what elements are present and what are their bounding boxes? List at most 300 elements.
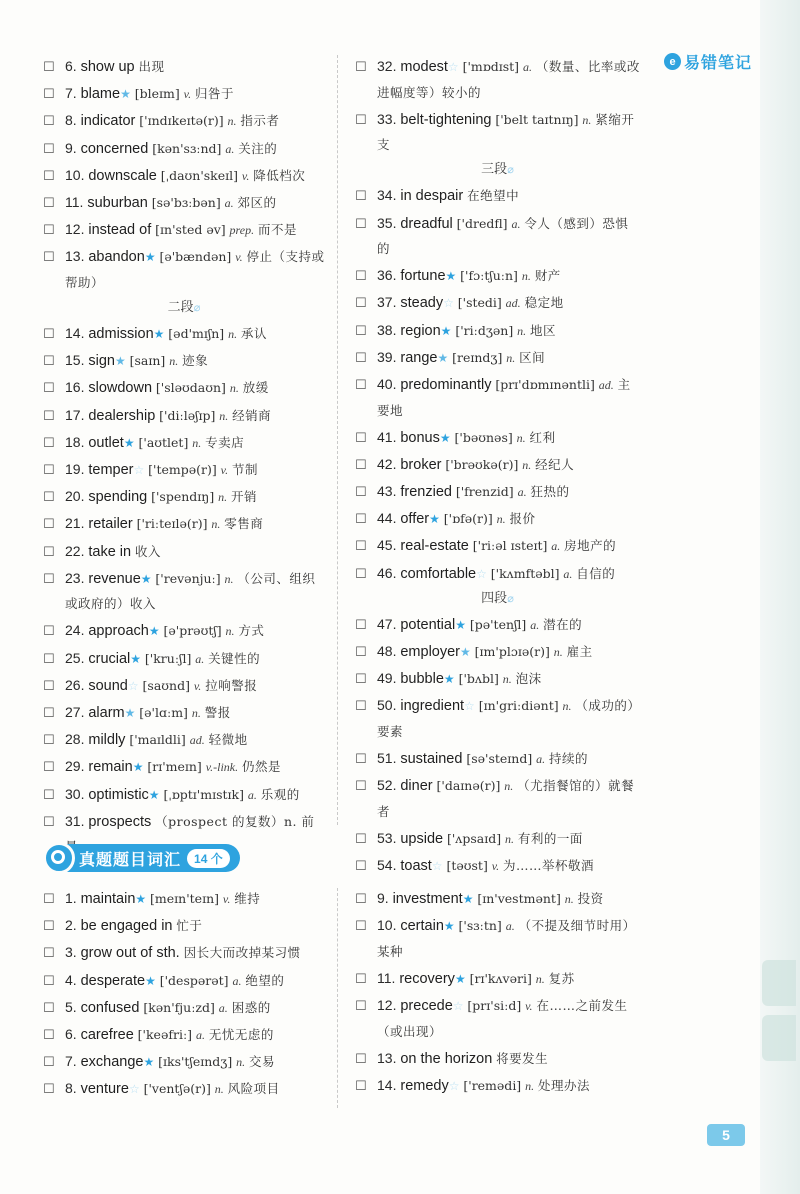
entry-number: 54.	[377, 857, 397, 874]
entry-word: temper	[88, 461, 134, 478]
entry-phonetic: [təʊst]	[446, 858, 488, 874]
entry-definition: 地区	[530, 322, 557, 338]
brand-text: 易错笔记	[684, 55, 753, 72]
importance-star-icon: ★	[120, 87, 131, 102]
entry-part-of-speech: n.	[219, 408, 229, 423]
entry-part-of-speech: ad.	[505, 296, 521, 311]
entry-checkbox[interactable]: ☐	[43, 326, 55, 341]
entry-checkbox[interactable]: ☐	[355, 918, 367, 934]
entry-definition: 方式	[238, 623, 265, 639]
entry-phonetic: [rɪ'meɪn]	[147, 759, 202, 775]
importance-star-icon: ★	[123, 435, 135, 450]
entry-definition: 有利的一面	[517, 830, 583, 846]
importance-star-icon: ☆	[443, 296, 454, 311]
entry-definition: 将要发生	[496, 1050, 549, 1066]
entry-phonetic: [ə'prəʊtʃ]	[163, 623, 222, 639]
entry-definition: （不提及细节时用）某种	[377, 918, 636, 959]
entry-checkbox[interactable]: ☐	[43, 704, 55, 720]
entry-word: mildly	[88, 732, 126, 749]
entry-part-of-speech: n.	[218, 490, 228, 505]
entry-checkbox[interactable]: ☐	[43, 972, 55, 988]
banner-bar	[57, 844, 240, 872]
entry-checkbox[interactable]: ☐	[43, 59, 55, 74]
entry-word: admission	[88, 326, 154, 342]
entry-number: 51.	[377, 750, 397, 767]
importance-star-icon: ★	[132, 760, 144, 775]
entry-word: predominantly	[400, 377, 492, 393]
entry-checkbox[interactable]: ☐	[43, 891, 55, 906]
vocab-entry	[355, 211, 640, 262]
entry-number: 14.	[377, 1076, 397, 1093]
entry-number: 16.	[65, 379, 85, 396]
entry-definition: 开销	[231, 489, 258, 505]
entry-checkbox[interactable]: ☐	[355, 998, 367, 1014]
vocab-entry	[43, 430, 325, 456]
entry-part-of-speech: ad.	[189, 733, 205, 748]
importance-star-icon: ☆	[128, 1082, 140, 1097]
entry-number: 17.	[65, 406, 85, 423]
entry-part-of-speech: a.	[505, 919, 515, 934]
entry-checkbox[interactable]: ☐	[355, 778, 367, 794]
importance-star-icon: ★	[135, 892, 147, 906]
section-mark-icon: ⌀	[507, 591, 514, 605]
vocab-entry	[43, 1049, 325, 1075]
entry-checkbox[interactable]: ☐	[355, 268, 367, 284]
importance-star-icon: ★	[148, 787, 160, 802]
entry-definition: 经销商	[232, 407, 272, 423]
entry-number: 18.	[65, 433, 85, 450]
entry-number: 31.	[65, 812, 85, 829]
entry-checkbox[interactable]: ☐	[43, 999, 55, 1015]
entry-phonetic: [saʊnd]	[142, 677, 190, 693]
entry-definition: 节制	[231, 461, 258, 477]
vocab-entry	[43, 484, 325, 510]
entry-checkbox[interactable]: ☐	[355, 322, 367, 338]
entry-part-of-speech: n.	[225, 624, 235, 639]
entry-checkbox[interactable]: ☐	[355, 698, 367, 714]
entry-phonetic: [meɪn'teɪn]	[150, 891, 220, 906]
entry-definition: 收入	[134, 543, 161, 559]
entry-checkbox[interactable]: ☐	[43, 222, 55, 238]
entry-checkbox[interactable]: ☐	[355, 644, 367, 659]
vocab-entry	[355, 107, 640, 158]
entry-part-of-speech: v.	[241, 168, 250, 183]
entry-number: 48.	[377, 643, 397, 659]
entry-phonetic: [ə'lɑːm]	[139, 704, 188, 720]
entry-phonetic: [kən'sɜːnd]	[152, 140, 222, 156]
importance-star-icon: ☆	[452, 999, 464, 1014]
entry-phonetic: ['bəʊnəs]	[454, 429, 513, 445]
entry-number: 53.	[377, 829, 397, 846]
entry-definition: 红利	[529, 429, 556, 445]
entry-number: 11.	[377, 969, 396, 986]
entry-phonetic: [əd'mɪʃn]	[168, 326, 225, 341]
entry-word: instead of	[88, 222, 152, 239]
vocab-entry	[43, 727, 325, 753]
section-header-text: 四段	[481, 590, 508, 606]
vocab-entry	[355, 452, 640, 478]
vocab-entry	[43, 403, 325, 429]
entry-definition: 交易	[249, 1054, 276, 1070]
vocab-column-left	[43, 54, 325, 861]
entry-number: 29.	[65, 758, 85, 775]
vocab-entry	[43, 968, 325, 994]
entry-checkbox[interactable]: ☐	[43, 113, 55, 129]
entry-word: slowdown	[88, 380, 153, 397]
entry-definition: 因长大而改掉某习惯	[183, 945, 301, 961]
page-edge-tab	[762, 1015, 796, 1061]
entry-definition: 拉响警报	[205, 677, 258, 693]
entry-checkbox[interactable]: ☐	[355, 295, 367, 311]
vocab-entry	[43, 886, 325, 912]
entry-word: abandon	[88, 249, 145, 266]
entry-checkbox[interactable]: ☐	[43, 677, 55, 693]
importance-star-icon: ★	[153, 327, 165, 341]
vocab-entry	[355, 479, 640, 505]
entry-word: dreadful	[400, 215, 453, 232]
importance-star-icon: ★	[443, 919, 455, 934]
entry-number: 42.	[377, 455, 397, 472]
entry-checkbox[interactable]: ☐	[43, 461, 55, 477]
entry-checkbox[interactable]: ☐	[355, 858, 367, 874]
entry-phonetic: ['keəfriː]	[137, 1026, 193, 1042]
entry-checkbox[interactable]: ☐	[355, 970, 367, 986]
entry-phonetic: ['fɔːtʃuːn]	[460, 268, 518, 284]
entry-part-of-speech: v.	[235, 250, 243, 265]
entry-number: 20.	[65, 488, 85, 505]
vocab-entry	[43, 673, 325, 699]
entry-word: frenzied	[400, 484, 452, 501]
entry-number: 12.	[377, 997, 397, 1014]
importance-star-icon: ★	[148, 624, 160, 639]
entry-checkbox[interactable]: ☐	[355, 349, 367, 365]
entry-word: crucial	[88, 650, 131, 667]
importance-star-icon: ★	[462, 892, 474, 906]
entry-phonetic: [ɪn'sted əv]	[155, 222, 226, 238]
entry-number: 7.	[65, 85, 77, 102]
entry-number: 28.	[65, 731, 85, 748]
entry-checkbox[interactable]: ☐	[355, 1077, 367, 1093]
entry-part-of-speech: a.	[247, 787, 257, 802]
entry-number: 43.	[377, 483, 397, 500]
banner-title: 真题题目词汇	[79, 851, 182, 869]
entry-part-of-speech: n.	[214, 1082, 224, 1097]
entry-phonetic: ['riːteɪlə(r)]	[136, 516, 208, 532]
entry-number: 3.	[65, 944, 77, 961]
vocab-entry	[43, 244, 325, 295]
vocab-entry	[43, 54, 325, 80]
entry-checkbox[interactable]: ☐	[355, 377, 367, 392]
entry-phonetic: [ˌdaʊn'skeɪl]	[160, 167, 239, 183]
entry-definition: 困惑的	[231, 999, 271, 1015]
entry-phonetic: [bleɪm]	[134, 86, 180, 102]
entry-part-of-speech: v.	[220, 462, 229, 477]
vocab-entry	[355, 612, 640, 638]
vocab-entry	[43, 136, 325, 162]
vocab-entry	[43, 457, 325, 483]
entry-definition: 报价	[509, 511, 536, 527]
entry-part-of-speech: a.	[195, 651, 205, 666]
importance-star-icon: ★	[429, 512, 440, 527]
entry-definition: 仍然是	[242, 759, 282, 775]
entry-part-of-speech: n.	[496, 512, 506, 527]
entry-definition: 在绝望中	[467, 188, 520, 204]
vocab-entry	[355, 54, 640, 105]
entry-number: 39.	[377, 348, 397, 365]
vocab-entry	[355, 345, 640, 371]
entry-part-of-speech: ad.	[598, 378, 614, 392]
entry-word: diner	[400, 778, 433, 795]
entry-word: carefree	[80, 1026, 134, 1043]
entry-number: 7.	[65, 1053, 77, 1070]
entry-word: sound	[88, 677, 128, 694]
entry-part-of-speech: n.	[502, 672, 512, 687]
entry-checkbox[interactable]: ☐	[43, 732, 55, 748]
entry-word: comfortable	[400, 565, 477, 582]
section-header-text: 二段	[167, 300, 194, 315]
entry-definition: 财产	[534, 268, 561, 284]
entry-checkbox[interactable]: ☐	[355, 751, 367, 767]
entry-checkbox[interactable]: ☐	[355, 456, 367, 472]
entry-phonetic: [ɪn'vestmənt]	[477, 891, 561, 906]
column-divider	[337, 888, 338, 1108]
vocab-entry	[43, 566, 325, 617]
entry-word: grow out of sth.	[80, 945, 180, 962]
entry-checkbox[interactable]: ☐	[355, 484, 367, 500]
entry-number: 12.	[65, 221, 85, 238]
entry-phonetic: [saɪn]	[129, 353, 166, 369]
entry-part-of-speech: a.	[551, 539, 561, 554]
entry-definition: 出现	[138, 59, 165, 74]
entry-checkbox[interactable]: ☐	[355, 538, 367, 554]
entry-number: 40.	[377, 376, 397, 392]
vocab-entry	[43, 81, 325, 107]
entry-phonetic: [rɪ'kʌvəri]	[469, 970, 532, 986]
entry-checkbox[interactable]: ☐	[355, 429, 367, 445]
vocab-entry	[355, 993, 640, 1044]
entry-checkbox[interactable]: ☐	[355, 830, 367, 846]
entry-word: concerned	[80, 140, 149, 157]
entry-checkbox[interactable]: ☐	[43, 407, 55, 423]
entry-checkbox[interactable]: ☐	[355, 565, 367, 581]
entry-checkbox[interactable]: ☐	[43, 1054, 55, 1070]
entry-checkbox[interactable]: ☐	[355, 671, 367, 687]
entry-part-of-speech: n.	[192, 435, 202, 450]
entry-part-of-speech: n.	[229, 381, 239, 396]
entry-part-of-speech: prep.	[229, 223, 255, 238]
entry-part-of-speech: n.	[522, 457, 532, 472]
entry-part-of-speech: a.	[224, 195, 234, 210]
entry-word: remedy	[400, 1077, 449, 1094]
entry-word: maintain	[80, 891, 136, 907]
entry-definition: 指示者	[240, 113, 280, 129]
entry-word: desperate	[80, 972, 146, 989]
vocab-entry	[355, 773, 640, 824]
entry-number: 8.	[65, 112, 77, 129]
vocab-entry	[355, 425, 640, 451]
importance-star-icon: ★	[145, 973, 156, 988]
entry-definition: 轻微地	[208, 732, 248, 748]
entry-checkbox[interactable]: ☐	[43, 570, 55, 586]
entry-part-of-speech: n.	[521, 269, 531, 284]
entry-number: 26.	[65, 676, 85, 693]
entry-part-of-speech: n.	[582, 112, 592, 127]
entry-definition: 投资	[577, 891, 604, 906]
entry-definition: 泡沫	[515, 671, 542, 687]
entry-part-of-speech: v.	[193, 678, 202, 693]
entry-checkbox[interactable]: ☐	[43, 434, 55, 450]
entry-definition: （prospect 的复数）n. 前	[155, 813, 315, 829]
entry-checkbox[interactable]: ☐	[43, 489, 55, 505]
vocab-entry	[43, 163, 325, 189]
entry-number: 41.	[377, 428, 397, 445]
entry-checkbox[interactable]: ☐	[43, 759, 55, 775]
entry-checkbox[interactable]: ☐	[355, 891, 367, 906]
entry-part-of-speech: v.	[222, 892, 231, 906]
entry-definition: 降低档次	[253, 167, 306, 183]
entry-part-of-speech: n.	[506, 350, 516, 365]
entry-phonetic: ['tempə(r)]	[148, 461, 217, 477]
entry-checkbox[interactable]: ☐	[355, 111, 367, 127]
entry-checkbox[interactable]: ☐	[43, 786, 55, 802]
entry-checkbox[interactable]: ☐	[43, 918, 55, 934]
entry-phonetic: [ɪn'griːdiənt]	[478, 698, 559, 714]
entry-part-of-speech: n.	[516, 430, 526, 445]
entry-checkbox[interactable]: ☐	[355, 616, 367, 632]
vocab-entry	[43, 700, 325, 726]
entry-word: ingredient	[400, 698, 465, 715]
entry-part-of-speech: a.	[225, 141, 235, 156]
entry-number: 10.	[377, 917, 397, 934]
entry-part-of-speech: n.	[227, 114, 237, 129]
entry-part-of-speech: n.	[525, 1078, 535, 1093]
entry-part-of-speech: a.	[218, 1000, 228, 1015]
entry-phonetic: ['brəʊkə(r)]	[445, 456, 519, 472]
entry-checkbox[interactable]: ☐	[43, 945, 55, 961]
entry-checkbox[interactable]: ☐	[43, 194, 55, 210]
entry-word: upside	[400, 830, 444, 847]
entry-word: alarm	[88, 704, 125, 721]
entry-checkbox[interactable]: ☐	[43, 1026, 55, 1042]
vocab-entry	[43, 913, 325, 939]
entry-word: offer	[400, 511, 430, 528]
entry-checkbox[interactable]: ☐	[43, 380, 55, 396]
importance-star-icon: ☆	[127, 678, 139, 693]
vocab-entry	[355, 533, 640, 559]
entry-checkbox[interactable]: ☐	[43, 516, 55, 532]
entry-definition: 狂热的	[530, 484, 570, 500]
vocab-entry	[43, 511, 325, 537]
entry-word: steady	[400, 295, 444, 312]
entry-definition: 令人（感到）恐惧的	[377, 215, 629, 257]
entry-phonetic: ['frenzid]	[455, 484, 514, 500]
entry-checkbox[interactable]: ☐	[43, 86, 55, 102]
entry-phonetic: ['kruːʃl]	[144, 650, 192, 666]
vocab-entry	[355, 1073, 640, 1099]
entry-definition: 乐观的	[260, 786, 300, 802]
vocab-entry	[43, 217, 325, 243]
entry-part-of-speech: a.	[511, 216, 521, 231]
entry-definition: 关注的	[238, 140, 278, 156]
entry-definition: 忙于	[176, 918, 203, 934]
entry-checkbox[interactable]: ☐	[43, 140, 55, 156]
entry-phonetic: [reɪndʒ]	[452, 349, 503, 365]
entry-number: 6.	[65, 58, 77, 74]
entry-word: bonus	[400, 429, 440, 446]
vocab-entry	[43, 539, 325, 565]
entry-number: 2.	[65, 917, 77, 934]
entry-part-of-speech: n.	[562, 699, 572, 714]
entry-definition: 郊区的	[237, 194, 277, 210]
entry-number: 5.	[65, 998, 77, 1015]
entry-part-of-speech: n.	[517, 323, 527, 338]
vocab-entry	[355, 372, 640, 423]
entry-word: toast	[400, 858, 432, 875]
entry-definition: 而不是	[258, 222, 298, 238]
vocab-entry	[355, 853, 640, 879]
entry-checkbox[interactable]: ☐	[43, 650, 55, 666]
entry-definition: 自信的	[576, 565, 616, 581]
entry-phonetic: ['spendɪŋ]	[151, 489, 215, 505]
column-divider	[337, 55, 338, 825]
entry-checkbox[interactable]: ☐	[355, 188, 367, 204]
entry-checkbox[interactable]: ☐	[355, 1050, 367, 1066]
entry-word: dealership	[88, 407, 156, 424]
entry-checkbox[interactable]: ☐	[43, 813, 55, 829]
entry-word: range	[400, 349, 438, 366]
importance-star-icon: ★	[445, 269, 457, 284]
entry-checkbox[interactable]: ☐	[43, 543, 55, 559]
entry-word: sustained	[400, 751, 463, 768]
vocab-entry	[355, 693, 640, 744]
entry-definition: 潜在的	[543, 616, 583, 632]
entry-phonetic: [sə'steɪnd]	[466, 751, 533, 767]
importance-star-icon: ★	[439, 430, 451, 445]
entry-checkbox[interactable]: ☐	[43, 249, 55, 265]
entry-checkbox[interactable]: ☐	[355, 511, 367, 527]
entry-definition: 停止（支持或帮助）	[65, 249, 325, 290]
entry-phonetic: [ɪks'tʃeɪndʒ]	[158, 1054, 233, 1070]
entry-word: downscale	[88, 167, 157, 184]
entry-checkbox[interactable]: ☐	[43, 167, 55, 183]
importance-star-icon: ☆	[448, 1078, 460, 1093]
entry-number: 24.	[65, 622, 85, 639]
entry-word: suburban	[87, 194, 148, 211]
entry-number: 11.	[65, 193, 84, 210]
entry-checkbox[interactable]: ☐	[43, 1081, 55, 1097]
entry-checkbox[interactable]: ☐	[43, 353, 55, 369]
entry-number: 34.	[377, 187, 397, 204]
entry-checkbox[interactable]: ☐	[355, 215, 367, 231]
entry-word: prospects	[88, 813, 152, 830]
entry-word: on the horizon	[400, 1050, 493, 1067]
importance-star-icon: ★	[144, 250, 156, 265]
entry-phonetic: ['sləʊdaʊn]	[155, 380, 226, 396]
entry-word: region	[400, 322, 441, 339]
entry-checkbox[interactable]: ☐	[355, 59, 367, 74]
entry-part-of-speech: v.	[525, 999, 533, 1014]
entry-checkbox[interactable]: ☐	[43, 623, 55, 639]
entry-number: 27.	[65, 703, 85, 720]
entry-word: recovery	[399, 970, 455, 987]
entry-part-of-speech: n.	[211, 517, 221, 532]
entry-phonetic: [ˌɒptɪ'mɪstɪk]	[163, 786, 244, 802]
entry-number: 47.	[377, 615, 397, 632]
entry-number: 44.	[377, 510, 397, 527]
entry-definition: 警报	[204, 704, 231, 720]
entry-definition: 处理办法	[537, 1077, 590, 1093]
entry-phonetic: ['ventʃə(r)]	[143, 1081, 211, 1097]
